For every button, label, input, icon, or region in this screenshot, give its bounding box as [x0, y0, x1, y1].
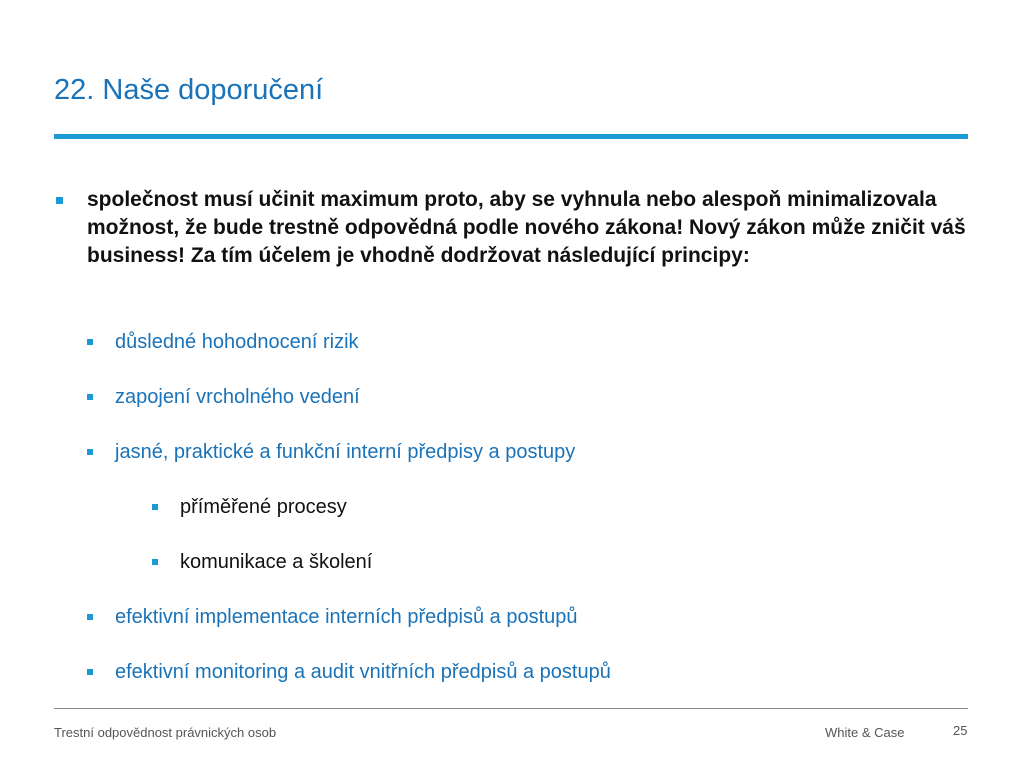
bullet-marker	[152, 504, 158, 510]
footer-brand: White & Case	[825, 725, 905, 740]
principle-text: zapojení vrcholného vedení	[115, 386, 360, 408]
sub-principle-text: komunikace a školení	[180, 551, 373, 573]
bullet-marker	[152, 559, 158, 565]
principle-text: efektivní monitoring a audit vnitřních předpisů a postupů	[115, 661, 611, 683]
main-point-text: společnost musí učinit maximum proto, aby se vyhnula nebo alespoň minimalizovala možnost, že bude trestně odpovědná podle nového zákona! Nový zákon může zničit váš business! Za tím účelem je vhodně dodržovat následující principy:	[87, 188, 966, 267]
bullet-marker	[87, 669, 93, 675]
bullet-marker	[87, 614, 93, 620]
slide-title: 22. Naše doporučení	[54, 74, 324, 106]
footer-divider	[54, 708, 968, 709]
bullet-marker	[87, 394, 93, 400]
sub-principle-text: příměřené procesy	[180, 496, 347, 518]
page-number: 25	[953, 723, 968, 738]
principle-text: efektivní implementace interních předpisů a postupů	[115, 606, 578, 628]
title-divider	[54, 134, 968, 139]
principle-text: důsledné hohodnocení rizik	[115, 331, 359, 353]
main-bullet-marker	[56, 197, 63, 204]
bullet-marker	[87, 339, 93, 345]
bullet-marker	[87, 449, 93, 455]
principle-text: jasné, praktické a funkční interní předpisy a postupy	[115, 441, 576, 463]
footer-presentation-title: Trestní odpovědnost právnických osob	[54, 725, 277, 740]
